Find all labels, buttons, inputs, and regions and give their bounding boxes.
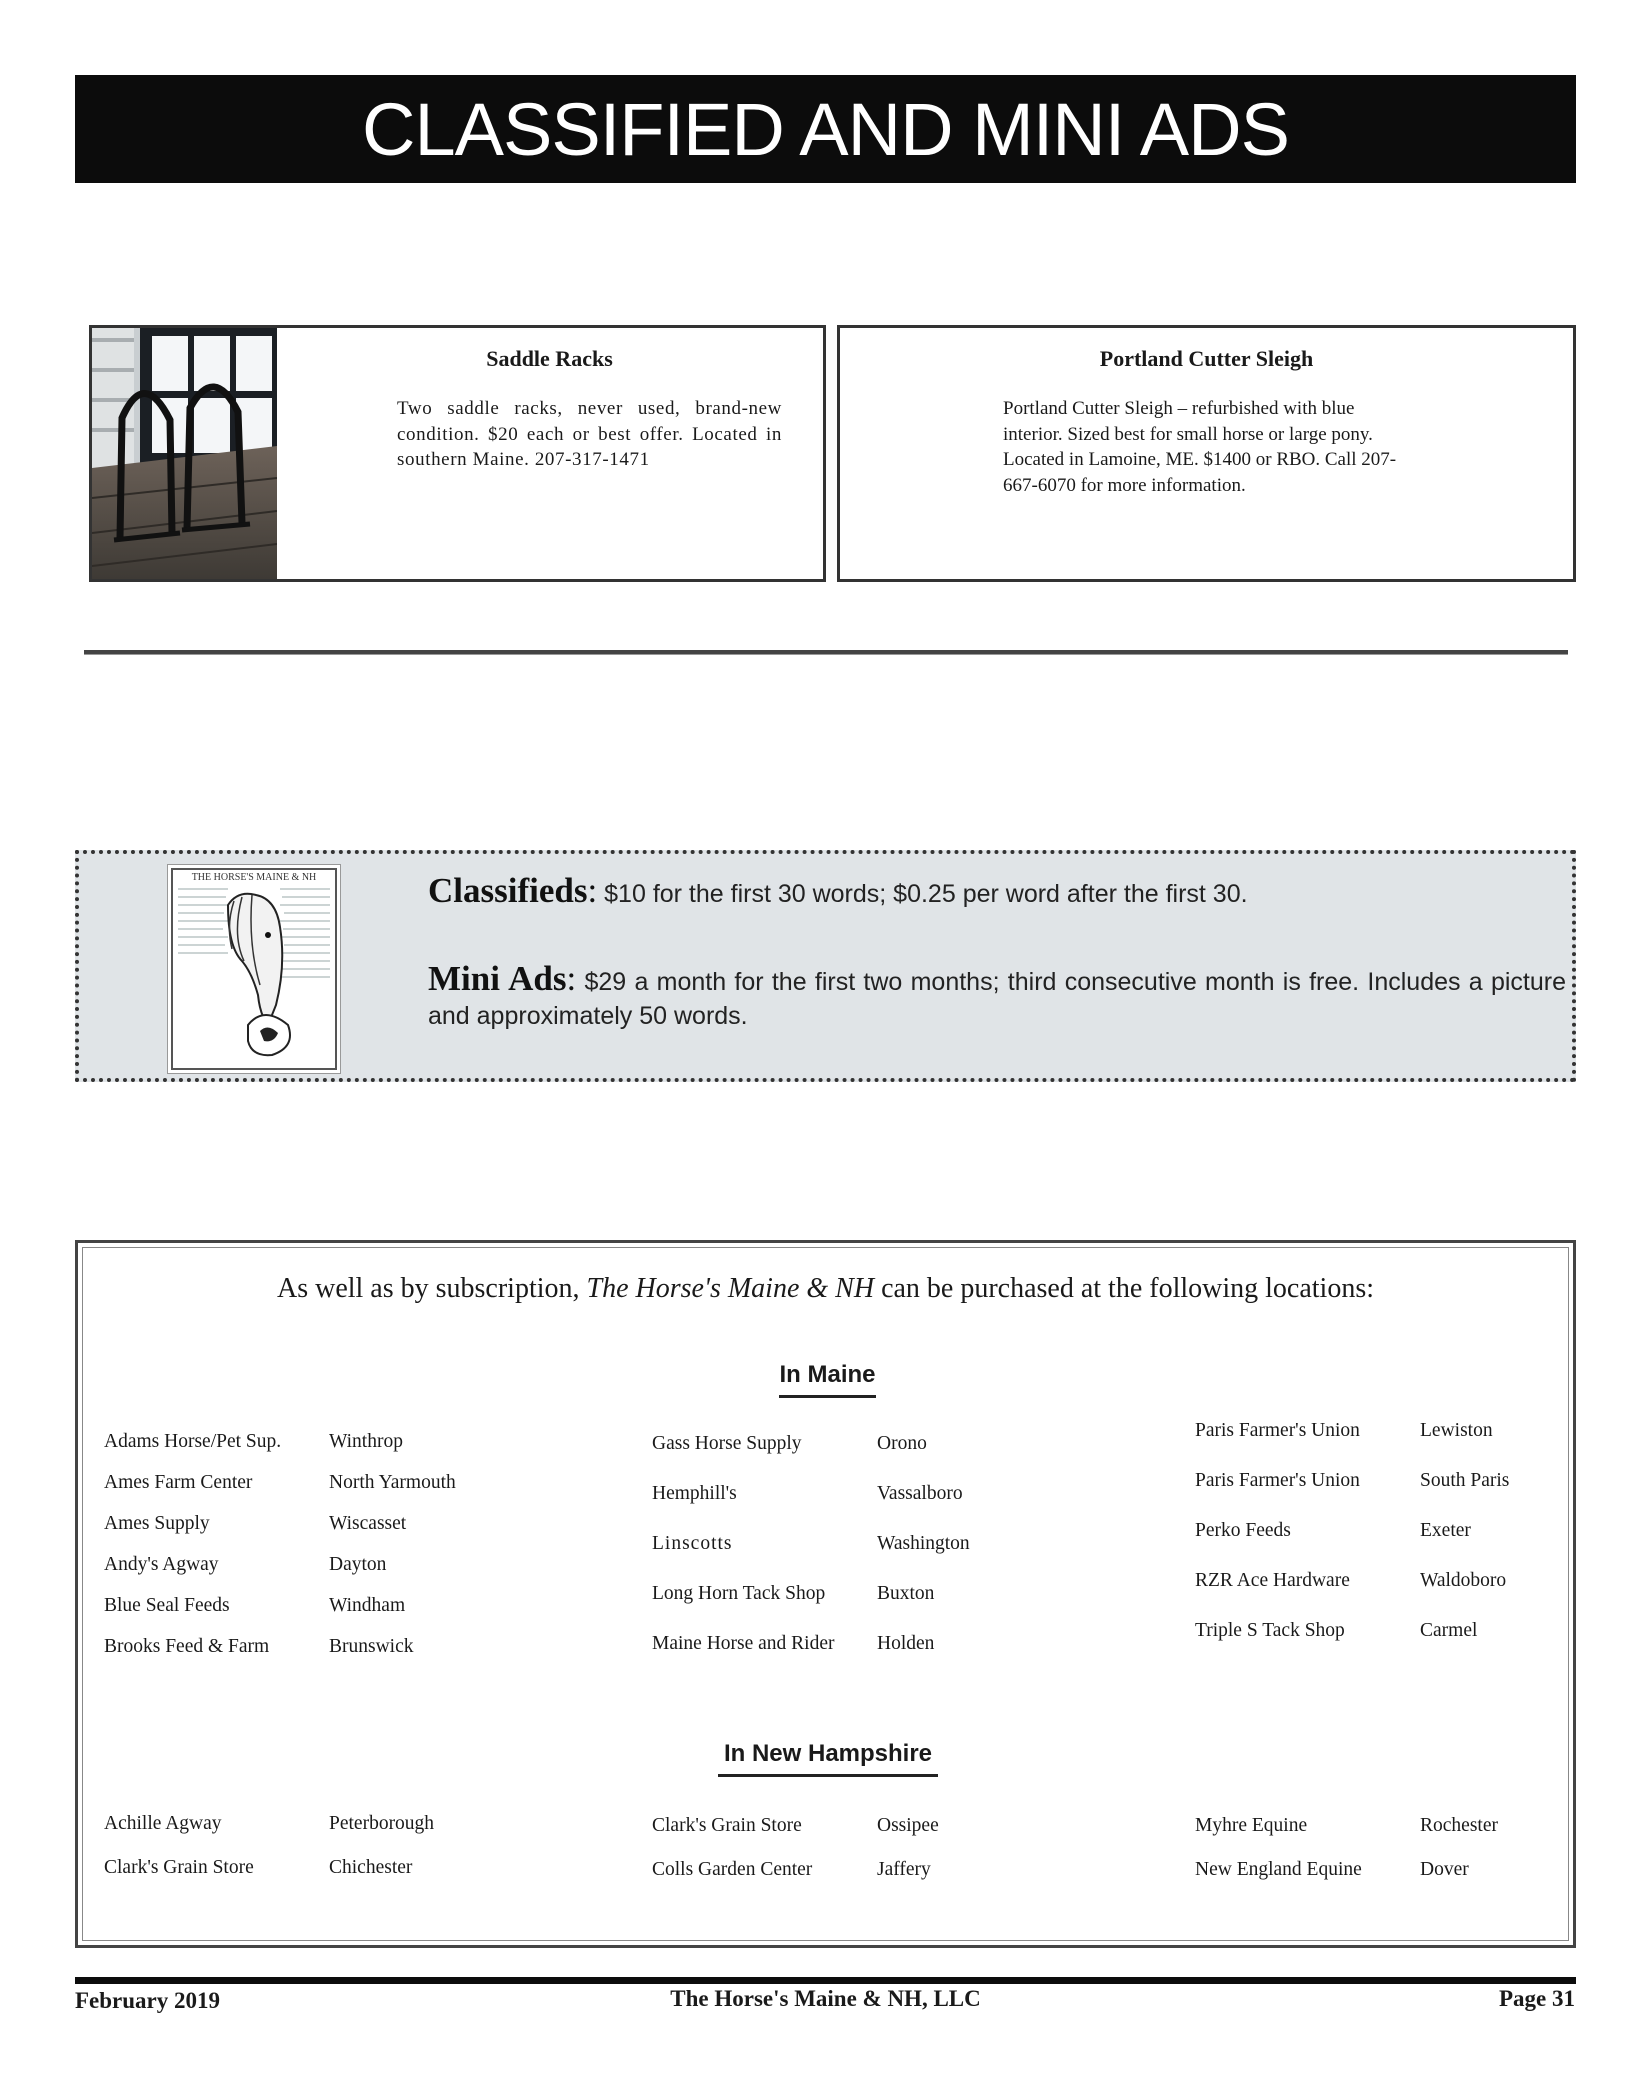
town-name: Winthrop: [329, 1431, 403, 1452]
ad-title: Saddle Racks: [486, 346, 613, 371]
town-name: Jaffery: [877, 1859, 931, 1880]
section-divider: [84, 650, 1568, 655]
town-name: Holden: [877, 1633, 935, 1654]
purchase-locations-box: [75, 1240, 1576, 1948]
footer-page-number: Page 31: [1498, 1986, 1575, 2011]
store-name: Hemphill's: [652, 1483, 737, 1504]
town-name: Wiscasset: [329, 1513, 407, 1534]
classifieds-price-text: $10 for the first 30 words; $0.25 per word after the first 30.: [604, 880, 1248, 908]
town-name: Peterborough: [329, 1813, 435, 1834]
page-header-banner: [75, 75, 1576, 183]
footer-publisher: The Horse's Maine & NH, LLC: [670, 1986, 981, 2011]
store-name: Blue Seal Feeds: [104, 1595, 230, 1616]
town-name: South Paris: [1420, 1470, 1510, 1491]
town-name: Exeter: [1420, 1520, 1471, 1541]
store-name: Colls Garden Center: [652, 1859, 813, 1880]
classified-ad-portland-cutter-sleigh: [837, 325, 1576, 582]
town-name: Chichester: [329, 1857, 413, 1878]
town-name: Brunswick: [329, 1636, 414, 1657]
town-name: Vassalboro: [877, 1483, 963, 1504]
classifieds-rate: Classifieds: $10 for the first 30 words; $0.25 per word after the first 30.: [428, 871, 1248, 910]
town-name: Rochester: [1420, 1815, 1498, 1836]
saddle-rack-photo: [92, 328, 277, 579]
classified-ad-saddle-racks: [89, 325, 826, 582]
footer-rule: [75, 1977, 1576, 1984]
ad-body: Two saddle racks, never used, brand-new condition. $20 each or best offer. Located in southern Maine. 207-317-1471: [397, 398, 782, 470]
store-name: Maine Horse and Rider: [652, 1633, 835, 1654]
town-name: Windham: [329, 1595, 406, 1616]
mini-ads-rate: Mini Ads: $29 a month for the first two months; third consecutive month is free. Includes a picture and approximately 50 words.: [428, 959, 1566, 1030]
store-name: Gass Horse Supply: [652, 1433, 802, 1454]
store-name: Clark's Grain Store: [104, 1857, 254, 1878]
store-name: Clark's Grain Store: [652, 1815, 802, 1836]
classifieds-label: Classifieds: [428, 871, 588, 910]
store-name: New England Equine: [1195, 1859, 1362, 1880]
region-heading-new-hampshire: In New Hampshire: [718, 1740, 938, 1777]
mini-ads-price-text: $29 a month for the first two months; third consecutive month is free. Includes a picture and approximately 50 words.: [428, 968, 1566, 1030]
store-name: Brooks Feed & Farm: [104, 1636, 270, 1657]
town-name: Washington: [877, 1533, 970, 1554]
footer-date: February 2019: [75, 1988, 221, 2013]
publication-name: The Horse's Maine & NH: [586, 1273, 875, 1304]
region-heading-maine: In Maine: [779, 1361, 876, 1398]
store-name: Ames Farm Center: [104, 1472, 253, 1493]
store-name: Triple S Tack Shop: [1195, 1620, 1345, 1641]
store-name: Adams Horse/Pet Sup.: [104, 1431, 282, 1452]
locations-intro: As well as by subscription, The Horse's Maine & NH can be purchased at the following locations:: [276, 1273, 1375, 1304]
town-name: Lewiston: [1420, 1420, 1493, 1441]
town-name: Dayton: [329, 1554, 387, 1575]
town-name: Waldoboro: [1420, 1570, 1507, 1591]
store-name: Paris Farmer's Union: [1195, 1470, 1360, 1491]
town-name: Carmel: [1420, 1620, 1478, 1641]
publication-logo-horse-illustration: [167, 864, 341, 1074]
town-name: Dover: [1420, 1859, 1469, 1880]
store-name: Long Horn Tack Shop: [652, 1583, 826, 1604]
svg-text:THE HORSE'S MAINE & NH: THE HORSE'S MAINE & NH: [191, 872, 317, 883]
town-name: Orono: [877, 1433, 927, 1454]
store-name: Andy's Agway: [104, 1554, 219, 1575]
store-name: Ames Supply: [104, 1513, 210, 1534]
store-name: Linscotts: [652, 1533, 733, 1554]
ad-title: Portland Cutter Sleigh: [1099, 346, 1314, 371]
ad-body: Portland Cutter Sleigh – refurbished with blue interior. Sized best for small horse or large pony. Located in Lamoine, ME. $1400 or RBO. Call 207-667-6070 for more information.: [1003, 398, 1397, 496]
store-name: Perko Feeds: [1195, 1520, 1291, 1541]
store-name: Achille Agway: [104, 1813, 222, 1834]
town-name: Ossipee: [877, 1815, 939, 1836]
mini-ads-label: Mini Ads: [428, 959, 567, 998]
town-name: Buxton: [877, 1583, 935, 1604]
store-name: Myhre Equine: [1195, 1815, 1308, 1836]
town-name: North Yarmouth: [329, 1472, 456, 1493]
store-name: RZR Ace Hardware: [1195, 1570, 1350, 1591]
page-title: CLASSIFIED AND MINI ADS: [362, 87, 1289, 171]
store-name: Paris Farmer's Union: [1195, 1420, 1360, 1441]
ad-rates-box: [75, 850, 1576, 1082]
